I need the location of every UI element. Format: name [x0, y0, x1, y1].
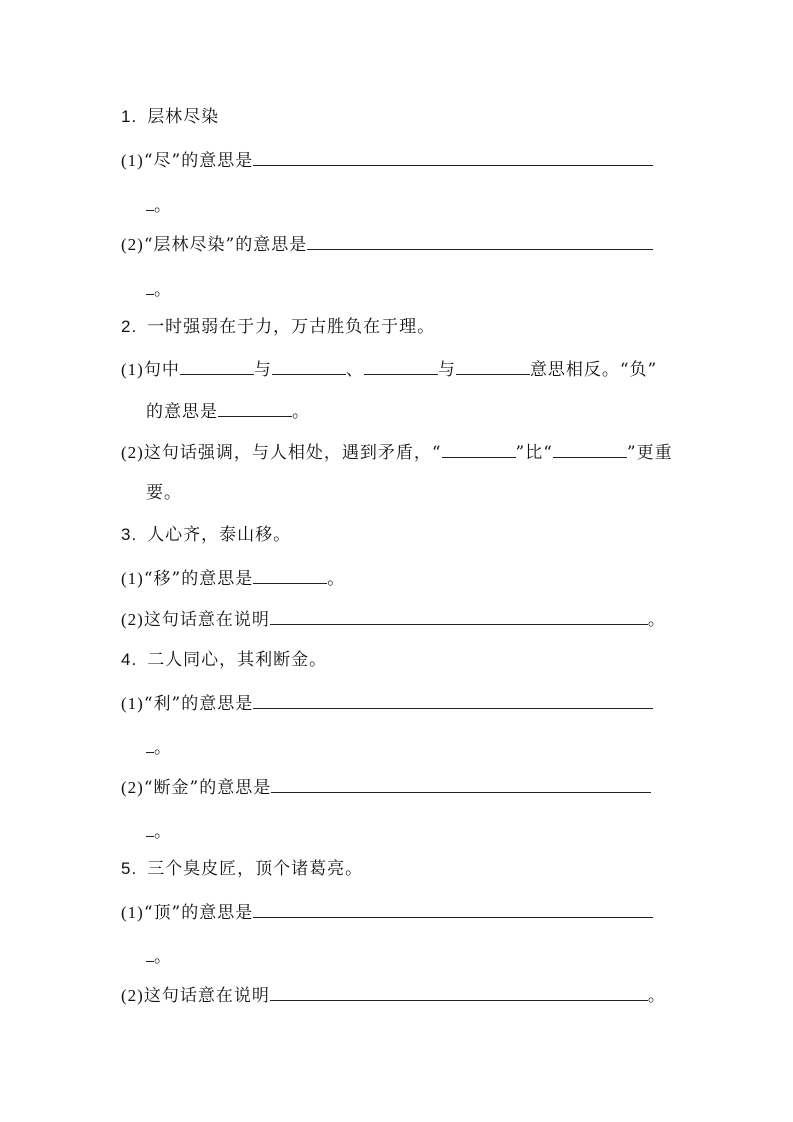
- answer-blank[interactable]: [553, 440, 627, 458]
- answer-blank[interactable]: [253, 566, 327, 584]
- question-number: 4.: [121, 650, 138, 669]
- question-number: 3.: [121, 525, 138, 544]
- answer-blank[interactable]: [146, 735, 154, 753]
- answer-blank[interactable]: [442, 440, 516, 458]
- question-2-part-2: [121, 440, 673, 464]
- sentence-end: 。: [154, 947, 172, 967]
- answer-blank[interactable]: [253, 148, 653, 166]
- question-5-part-2: [121, 983, 666, 1007]
- answer-blank[interactable]: [146, 819, 154, 837]
- sentence-end: 。: [647, 986, 666, 1006]
- question-5-heading: [121, 858, 363, 880]
- part-label: (2): [121, 610, 144, 629]
- answer-blank[interactable]: [146, 193, 154, 211]
- sentence-end: 。: [154, 822, 172, 842]
- answer-blank[interactable]: [146, 944, 154, 962]
- part-text: “尽”的意思是: [143, 151, 254, 171]
- part-text: ”更重: [626, 443, 673, 463]
- part-text: “断金”的意思是: [143, 778, 272, 798]
- answer-blank[interactable]: [253, 900, 653, 918]
- question-title: 一时强弱在于力，万古胜负在于理。: [147, 317, 436, 337]
- part-text: “顶”的意思是: [143, 903, 254, 923]
- part-text: “移”的意思是: [143, 569, 254, 589]
- question-2-part-1-continued: [146, 399, 310, 423]
- question-title: 二人同心，其利断金。: [147, 650, 328, 670]
- part-label: (2): [121, 986, 144, 1005]
- answer-blank[interactable]: [271, 775, 651, 793]
- sentence-end: 。: [154, 196, 172, 216]
- sentence-end: 。: [154, 738, 172, 758]
- part-label: (2): [121, 235, 144, 254]
- part-text: 这句话意在说明: [143, 610, 270, 630]
- answer-blank[interactable]: [180, 357, 254, 375]
- question-1-part-2: [121, 232, 653, 256]
- answer-blank[interactable]: [146, 277, 154, 295]
- question-3-part-2: [121, 607, 666, 631]
- question-5-part-1: [121, 900, 653, 924]
- part-text: “利”的意思是: [143, 694, 254, 714]
- question-1-heading: [121, 106, 219, 128]
- question-number: 2.: [121, 317, 138, 336]
- part-label: (1): [121, 903, 144, 922]
- question-4-part-1-continued: [146, 735, 172, 759]
- question-3-heading: [121, 524, 291, 546]
- part-label: (2): [121, 443, 144, 462]
- question-number: 5.: [121, 859, 138, 878]
- part-label: (2): [121, 778, 144, 797]
- part-text: 句中: [143, 360, 180, 380]
- question-5-part-1-continued: [146, 944, 172, 968]
- question-1-part-1-continued: [146, 193, 172, 217]
- answer-blank[interactable]: [270, 607, 648, 625]
- part-label: (1): [121, 569, 144, 588]
- question-1-part-2-continued: [146, 277, 172, 301]
- question-2-heading: [121, 316, 435, 338]
- answer-blank[interactable]: [456, 357, 530, 375]
- question-4-part-1: [121, 691, 653, 715]
- answer-blank[interactable]: [364, 357, 438, 375]
- question-4-part-2: [121, 775, 651, 799]
- answer-blank[interactable]: [272, 357, 346, 375]
- question-3-part-1: [121, 566, 345, 590]
- part-label: (1): [121, 694, 144, 713]
- sentence-end: 。: [327, 569, 346, 589]
- part-text: 意思相反。“负”: [529, 360, 658, 380]
- part-text: 这句话意在说明: [143, 986, 270, 1006]
- answer-blank[interactable]: [253, 691, 653, 709]
- part-label: (1): [121, 360, 144, 379]
- question-4-heading: [121, 649, 327, 671]
- part-text: ”比“: [515, 443, 553, 463]
- part-text: “层林尽染”的意思是: [143, 235, 308, 255]
- answer-blank[interactable]: [218, 399, 292, 417]
- question-title: 三个臭皮匠，顶个诸葛亮。: [147, 859, 364, 879]
- part-label: (1): [121, 151, 144, 170]
- answer-blank[interactable]: [270, 983, 648, 1001]
- question-2-part-2-continued: [146, 482, 182, 504]
- part-text: 的意思是: [146, 402, 218, 422]
- question-title: 层林尽染: [147, 107, 220, 127]
- sentence-end: 。: [647, 610, 666, 630]
- part-text: 要。: [146, 483, 182, 503]
- question-number: 1.: [121, 107, 138, 126]
- part-text: 这句话强调，与人相处，遇到矛盾，“: [143, 443, 442, 463]
- question-title: 人心齐，泰山移。: [147, 525, 292, 545]
- part-text: 与: [437, 360, 456, 380]
- question-1-part-1: [121, 148, 653, 172]
- answer-blank[interactable]: [307, 232, 653, 250]
- sentence-end: 。: [292, 402, 310, 422]
- question-4-part-2-continued: [146, 819, 172, 843]
- part-text: 与: [253, 360, 272, 380]
- sentence-end: 。: [154, 280, 172, 300]
- part-text: 、: [345, 360, 364, 380]
- question-2-part-1: [121, 357, 657, 381]
